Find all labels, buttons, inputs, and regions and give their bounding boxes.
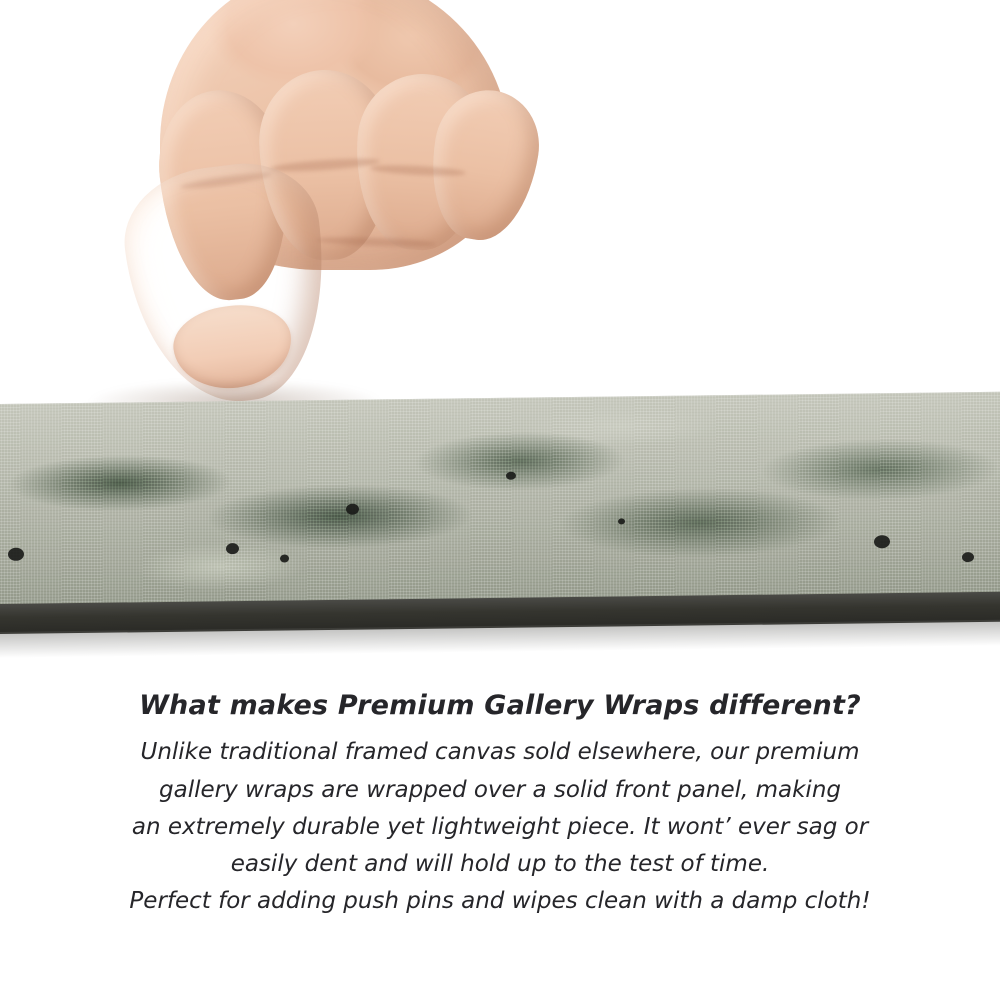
caption-block	[0, 690, 1000, 921]
canvas-speck	[618, 518, 625, 524]
canvas-speck	[280, 554, 289, 562]
canvas-wrap-edge	[0, 404, 1000, 656]
caption-line-1: Unlike traditional framed canvas sold elsewhere, our premium	[140, 739, 860, 766]
hand-illustration	[120, 0, 540, 430]
canvas-weave-texture	[0, 392, 1000, 616]
caption-line-5: Perfect for adding push pins and wipes clean with a damp cloth!	[129, 888, 871, 915]
caption-heading: What makes Premium Gallery Wraps different?	[139, 690, 861, 721]
caption-line-3: an extremely durable yet lightweight piece. It wont’ ever sag or	[131, 813, 869, 840]
thumb	[116, 155, 339, 413]
canvas-printed-face	[0, 392, 1000, 616]
caption-line-4: easily dent and will hold up to the test of time.	[230, 851, 770, 878]
caption-line-2: gallery wraps are wrapped over a solid front panel, making	[159, 776, 841, 803]
